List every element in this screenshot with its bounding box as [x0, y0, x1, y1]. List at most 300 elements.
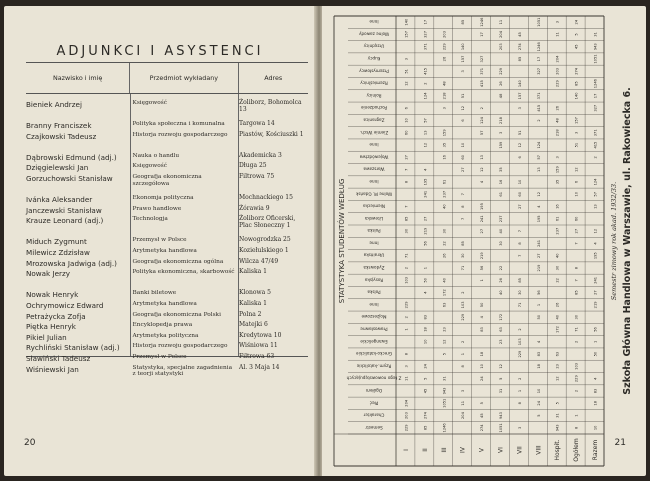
header-name: Nazwisko i imię	[52, 74, 103, 82]
cell-value: 51	[574, 142, 579, 148]
cell-value: 2	[461, 340, 466, 343]
row-label: I	[402, 449, 410, 451]
cell-value: 50	[593, 351, 598, 357]
cell-value: 16	[442, 155, 447, 160]
cell-value: 2	[574, 340, 579, 343]
cell-value: 7	[461, 193, 466, 196]
staff-address: Kredytowa 10	[239, 331, 282, 339]
cell-value: 415	[593, 141, 598, 149]
column-header: Charakter	[363, 412, 385, 418]
staff-address: Nowogrodzka 25	[239, 236, 291, 244]
cell-value: 27	[517, 204, 522, 209]
staff-address: Kaliska 1	[239, 268, 267, 276]
cell-value: 12	[593, 228, 598, 234]
column-header: Rzemieślnicy	[360, 80, 388, 86]
cell-value: 22	[555, 278, 560, 283]
staff-table	[26, 62, 308, 378]
row-label: VIII	[535, 445, 543, 455]
cell-value: 5	[536, 414, 541, 417]
cell-value: 31	[555, 413, 560, 418]
cell-value: 48	[555, 118, 560, 123]
staff-address: Piastów, Kościuszki 1	[239, 130, 304, 138]
cell-value: 24	[536, 400, 541, 406]
cell-value: 124	[593, 178, 598, 186]
staff-name: Pikiel Julian	[26, 332, 67, 342]
cell-value: 50	[536, 314, 541, 320]
column-header: Rzym.-katolickie	[356, 363, 392, 369]
cell-value: 229	[499, 67, 503, 75]
cell-value: 3	[442, 107, 447, 110]
cell-value: 157	[517, 92, 522, 100]
cell-value: 71	[461, 265, 466, 271]
staff-address: Filtrowa 75	[239, 173, 275, 180]
cell-value: 4	[423, 168, 428, 171]
right-page	[322, 6, 646, 476]
cell-value: 2	[574, 389, 579, 393]
cell-value: 1	[461, 352, 466, 356]
cell-value: 85	[461, 241, 466, 246]
table-row	[26, 365, 308, 378]
cell-value: 204	[499, 31, 503, 38]
cell-value: 7	[574, 279, 579, 282]
cell-value: 3	[555, 156, 560, 159]
table-banner: STATYSTYKA STUDENTÓW WEDŁUG	[338, 178, 346, 304]
cell-value: 6	[574, 180, 579, 184]
cell-value: 48	[442, 81, 447, 86]
cell-value: 4	[593, 377, 598, 380]
cell-value: 3	[517, 426, 522, 430]
cell-value: 85	[423, 425, 428, 431]
cell-value: 3	[404, 57, 409, 61]
staff-address: Wiśniowa 11	[239, 342, 278, 350]
cell-value: 241	[536, 240, 541, 247]
cell-value: 172	[555, 326, 560, 333]
cell-value: 371	[536, 92, 541, 100]
cell-value: 17	[593, 93, 598, 99]
cell-value: 6	[517, 156, 522, 159]
table-row	[26, 195, 308, 204]
column-header: Semestr	[365, 424, 383, 430]
cell-value: 5	[423, 377, 428, 380]
staff-subject: Encyklopedja prawa	[132, 322, 193, 329]
cell-value: 11	[499, 19, 503, 25]
cell-value: 17	[423, 19, 428, 25]
cell-value: 5	[442, 352, 447, 356]
cell-value: 35	[499, 167, 503, 172]
column-header: Ogółem	[365, 387, 383, 393]
staff-name: Dzięgielewski Jan	[26, 163, 89, 173]
cell-value: 159	[499, 141, 503, 149]
table-row	[26, 163, 308, 172]
cell-value: 140	[461, 43, 466, 51]
cell-value: 85	[517, 56, 522, 62]
cell-value: 12	[480, 167, 485, 172]
cell-value: 60	[461, 155, 466, 160]
table-row	[26, 354, 308, 363]
staff-name: Sławiński Tadeusz	[26, 353, 91, 363]
column-header: Kupcy	[367, 56, 381, 62]
column-header: Wolne zawody	[358, 31, 390, 37]
cell-value: 31	[499, 388, 503, 394]
cell-value: 7	[461, 217, 466, 221]
cell-value: 40	[555, 253, 560, 259]
cell-value: 26	[499, 278, 503, 283]
staff-name: Ivánka Aleksander	[26, 195, 93, 205]
staff-name: Bieniek Andrzej	[26, 100, 82, 109]
cell-value: 203	[404, 412, 409, 419]
cell-value: 157	[574, 117, 579, 124]
cell-value: 10	[423, 339, 428, 345]
cell-value: 1246	[536, 42, 541, 52]
cell-value: 195	[536, 215, 541, 223]
cell-value: 31	[442, 376, 447, 381]
cell-value: 40	[442, 204, 447, 209]
cell-value: 159	[555, 166, 560, 174]
cell-value: 2	[517, 328, 522, 331]
column-header: Polska	[367, 228, 381, 234]
cell-value: 61	[442, 179, 447, 185]
column-header: Z tego nowowstępujących	[346, 375, 402, 381]
cell-value: 103	[574, 362, 579, 370]
cell-value: 40	[555, 314, 560, 320]
cell-value: 3	[555, 20, 560, 24]
cell-value: 8	[574, 266, 579, 270]
table-row	[26, 100, 308, 114]
cell-value: 237	[555, 227, 560, 235]
cell-value: 26	[499, 81, 503, 86]
cell-value: 4	[536, 340, 541, 343]
cell-value: 22	[499, 265, 503, 271]
cell-value: 103	[404, 276, 409, 284]
cell-value: 63	[499, 327, 503, 332]
cell-value: 23	[442, 327, 447, 332]
cell-value: 8	[461, 205, 466, 208]
cell-value: 172	[442, 289, 447, 297]
cell-value: 172	[499, 313, 503, 321]
cell-value: 229	[574, 375, 579, 383]
cell-value: 26	[442, 56, 447, 62]
cell-value: 45	[517, 32, 522, 37]
cell-value: 1246	[442, 423, 447, 433]
cell-value: 140	[404, 18, 409, 26]
cell-value: 1	[480, 279, 485, 282]
column-header: Wolne M. Gdańsk	[355, 191, 393, 197]
cell-value: 6	[404, 107, 409, 110]
cell-value: 56	[480, 265, 485, 271]
cell-value: 60	[517, 191, 522, 197]
cell-value: 124	[423, 92, 428, 100]
staff-address: Długa 25	[239, 162, 267, 170]
cell-value: 124	[480, 117, 485, 124]
cell-value: 103	[517, 338, 522, 346]
cell-value: 60	[574, 216, 579, 222]
column-header: Żydowska	[363, 265, 385, 271]
column-header: Zagranica	[363, 117, 385, 123]
staff-subject: Geografja ekonomiczna Polski	[132, 311, 221, 318]
cell-value: 8	[517, 242, 522, 245]
cell-value: 229	[404, 301, 409, 309]
cell-value: 2	[517, 377, 522, 380]
cell-value: 27	[423, 216, 428, 222]
cell-value: 1051	[536, 17, 541, 27]
cell-value: 1	[593, 340, 598, 343]
staff-name: Nowak Jerzy	[26, 269, 71, 279]
cell-value: 241	[480, 215, 485, 223]
cell-value: 13	[480, 155, 485, 160]
table-row	[26, 132, 308, 141]
staff-subject: Banki biletowe	[132, 290, 177, 297]
cell-value: 27	[536, 253, 541, 259]
cell-value: 8	[574, 426, 579, 430]
cell-value: 1051	[499, 423, 503, 433]
staff-address: Żoliborz Oficerski, Plac Słoneczny 1	[239, 215, 296, 230]
cell-value: 1	[517, 389, 522, 393]
column-header: Płeć	[369, 400, 379, 406]
cell-value: 24	[423, 364, 428, 369]
cell-value: 1051	[593, 54, 598, 64]
column-header: Ukraińska	[363, 252, 385, 258]
table-row	[26, 216, 308, 230]
cell-value: 10	[404, 118, 409, 123]
cell-value: 10	[517, 179, 522, 185]
table-header	[26, 63, 308, 94]
cell-value: 5	[499, 377, 503, 380]
column-header: Grecko-katolickie	[355, 351, 393, 357]
cell-value: 18	[480, 351, 485, 357]
staff-address: Kaliska 1	[239, 299, 267, 307]
cell-value: 943	[555, 424, 560, 432]
cell-value: 7	[574, 242, 579, 245]
cell-value: 57	[423, 118, 428, 123]
cell-value: 7	[517, 229, 522, 233]
cell-value: 195	[593, 252, 598, 260]
cell-value: 12	[423, 142, 428, 148]
cell-value: 63	[555, 351, 560, 357]
column-header: Polska	[367, 289, 381, 295]
cell-value: 57	[480, 130, 485, 136]
cell-value: 3	[574, 131, 579, 134]
row-label: Razem	[592, 439, 600, 461]
cell-value: 229	[442, 43, 447, 51]
cell-value: 5	[555, 402, 560, 405]
cell-value: 16	[555, 204, 560, 209]
column-header: Inne	[369, 178, 379, 184]
column-header: Mojżeszowe	[361, 314, 387, 320]
header-address: Adres	[238, 63, 309, 93]
staff-address: Żórawia 9	[239, 204, 270, 212]
cell-value: 16	[499, 179, 503, 185]
cell-value: 56	[593, 327, 598, 332]
cell-value: 12	[555, 376, 560, 381]
cell-value: 51	[404, 69, 409, 74]
cell-value: 12	[442, 339, 447, 345]
cell-value: 40	[499, 290, 503, 295]
staff-address: Polna 2	[239, 310, 262, 318]
cell-value: 11	[461, 400, 466, 406]
cell-value: 241	[423, 190, 428, 198]
staff-name: Dąbrowski Edmund (adj.)	[26, 152, 117, 162]
staff-name: Nowak Henryk	[26, 290, 79, 300]
cell-value: 203	[442, 31, 447, 38]
staff-subject: Nauka o handlu	[132, 152, 180, 159]
column-header: Inne	[369, 301, 379, 307]
cell-value: 2	[593, 156, 598, 159]
cell-value: 1	[404, 328, 409, 331]
table-row	[26, 259, 308, 268]
cell-value: 229	[517, 350, 522, 358]
cell-value: 415	[423, 67, 428, 75]
cell-value: 12	[499, 364, 503, 369]
cell-value: 83	[536, 351, 541, 357]
staff-address: Akademicka 3	[239, 151, 282, 159]
cell-value: 10	[574, 191, 579, 197]
cell-value: 40	[499, 228, 503, 234]
staff-address: Filtrowa 63	[239, 352, 275, 360]
left-page	[4, 6, 316, 476]
cell-value: 18	[423, 327, 428, 332]
cell-value: 237	[442, 190, 447, 198]
column-header: Pochodzenie	[360, 105, 388, 111]
row-label: VII	[516, 446, 524, 454]
cell-value: 30	[499, 241, 503, 246]
staff-subject: Księgowość	[132, 100, 167, 106]
staff-subject: Polityka ekonomiczna, skarbowość	[132, 269, 235, 276]
cell-value: 7	[404, 168, 409, 171]
staff-subject: Statystyka, specjalne zagadnienia z teorji statystyki	[132, 364, 233, 378]
cell-value: 140	[574, 92, 579, 100]
cell-value: 943	[499, 412, 503, 419]
cell-value: 30	[442, 228, 447, 234]
cell-value: 4	[480, 180, 485, 184]
staff-name: Gorzuchowski Stanisław	[26, 174, 113, 183]
cell-value: 30	[517, 290, 522, 295]
staff-subject: Geografja ekonomiczna ogólna	[132, 258, 224, 265]
staff-address: Żoliborz, Bohomolca 13	[239, 99, 302, 113]
table-row	[26, 312, 308, 321]
staff-address: Al. 3 Maja 14	[239, 363, 280, 371]
column-header: Litewska	[364, 215, 384, 221]
staff-subject: Technologja	[132, 216, 168, 223]
cell-value: 2	[404, 266, 409, 270]
staff-name: Wiśniewski Jan	[26, 364, 79, 374]
staff-subject: Ekonomja polityczna	[132, 195, 194, 202]
cell-value: 85	[574, 81, 579, 86]
staff-subject: Polityka społeczna i komunalna	[132, 121, 225, 128]
page-title: ADJUNKCI I ASYSTENCI	[56, 44, 264, 59]
cell-value: 12	[536, 191, 541, 197]
cell-value: 45	[574, 44, 579, 50]
cell-value: 27	[461, 167, 466, 172]
cell-value: 85	[517, 278, 522, 283]
cell-value: 2	[461, 291, 466, 294]
table-row	[26, 301, 308, 310]
staff-name: Piętka Henryk	[26, 322, 76, 332]
cell-value: 57	[536, 155, 541, 160]
cell-value: 71	[574, 327, 579, 332]
cell-value: 140	[517, 80, 522, 88]
cell-value: 1246	[480, 17, 485, 27]
staff-subject: Arytmetyka handlowa	[132, 300, 197, 307]
cell-value: 23	[499, 339, 503, 345]
cell-value: 274	[480, 424, 485, 432]
staff-address: Matejki 6	[239, 321, 268, 329]
cell-value: 1	[423, 266, 428, 270]
cell-value: 27	[404, 155, 409, 160]
cell-value: 327	[593, 104, 598, 112]
row-label: VI	[497, 447, 505, 453]
cell-value: 6	[461, 119, 466, 122]
cell-value: 50	[480, 302, 485, 308]
cell-value: 1	[536, 303, 541, 307]
staff-subject: Historja rozwoju gospodarczego	[132, 343, 228, 350]
column-header: Inne	[369, 142, 379, 148]
cell-value: 218	[442, 92, 447, 100]
cell-value: 371	[480, 67, 485, 75]
column-header: Prawosławne	[360, 326, 388, 332]
cell-value: 71	[404, 253, 409, 259]
cell-value: 371	[593, 129, 598, 137]
row-label: III	[440, 447, 448, 453]
cell-value: 27	[574, 228, 579, 234]
column-header: Województwa	[359, 154, 389, 160]
cell-value: 415	[480, 80, 485, 88]
cell-value: 204	[555, 55, 560, 63]
cell-value: 229	[461, 313, 466, 321]
cell-value: 24	[574, 19, 579, 25]
cell-value: 3	[499, 131, 503, 134]
column-header: Inne	[369, 19, 379, 25]
cell-value: 83	[593, 388, 598, 394]
header-subject: Przedmiot wykładany	[129, 63, 237, 93]
staff-subject: Księgowość	[132, 163, 167, 170]
cell-value: 85	[461, 19, 466, 25]
cell-value: 63	[442, 302, 447, 308]
staff-name: Janczewski Stanisław	[26, 205, 102, 215]
cell-value: 3	[461, 70, 466, 73]
rotated-statistics	[322, 6, 646, 476]
staff-subject: Przemysł w Polsce	[132, 353, 187, 360]
column-header: Urzędnicy	[363, 43, 385, 49]
table-row	[26, 121, 308, 130]
cell-value: 943	[593, 43, 598, 51]
cell-value: 83	[480, 327, 485, 332]
table-row	[26, 153, 308, 162]
staff-subject: Arytmetyka handlowa	[132, 248, 197, 254]
table-row	[26, 322, 308, 331]
cell-value: 2	[423, 82, 428, 85]
cell-value: 8	[517, 402, 522, 405]
table-row	[26, 269, 308, 278]
cell-value: 371	[423, 43, 428, 51]
column-header: Rolnicy	[366, 92, 382, 98]
table-row	[26, 248, 308, 257]
cell-value: 237	[499, 215, 503, 223]
cell-value: 157	[404, 31, 409, 38]
cell-value: 26	[442, 253, 447, 259]
cell-value: 24	[480, 376, 485, 381]
cell-value: 3	[461, 389, 466, 393]
cell-value: 274	[423, 412, 428, 419]
cell-value: 4	[423, 291, 428, 294]
cell-value: 13	[536, 167, 541, 172]
cell-value: 26	[555, 105, 560, 111]
cell-value: 45	[480, 413, 485, 418]
cell-value: 5	[574, 33, 579, 36]
cell-value: 45	[423, 388, 428, 394]
table-row	[26, 206, 308, 215]
row-label: V	[478, 447, 486, 453]
column-header: Warszawa	[363, 166, 385, 172]
